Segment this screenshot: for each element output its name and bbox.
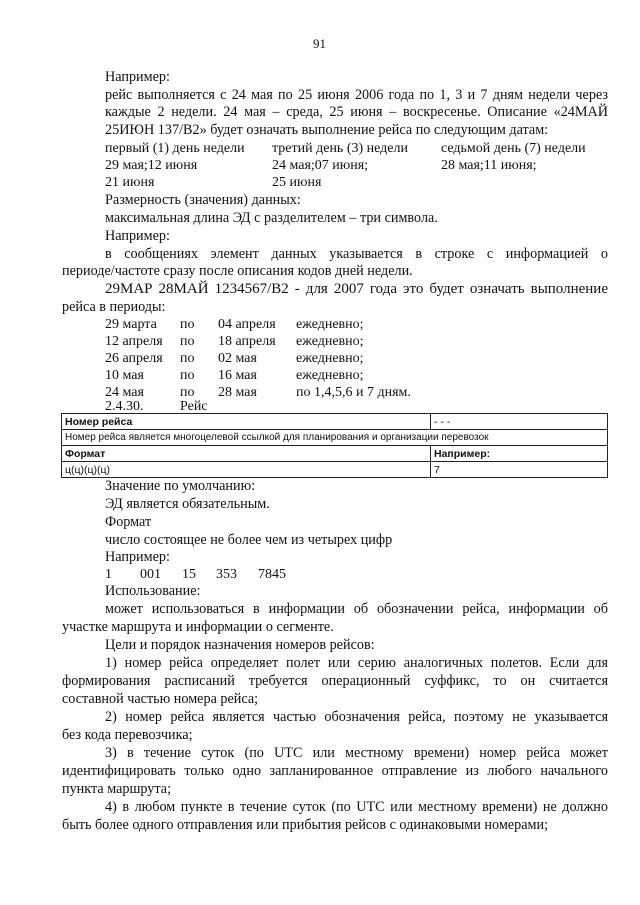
period-from: 24 мая [105,385,144,400]
dimension-label: Размерность (значения) данных: [105,192,301,208]
days-cell: 29 мая;12 июня [105,158,198,173]
period-from: 26 апреля [105,351,163,366]
days-cell: 24 мая;07 июня; [272,158,369,173]
paragraph-line: рейса в периоды: [62,299,166,315]
period-to: 02 мая [218,351,257,366]
period-from: 10 мая [105,368,144,383]
days-header: седьмой день (7) недели [441,141,586,156]
example-number: 353 [216,567,237,582]
default-label: Значение по умолчанию: [105,478,256,494]
days-cell: 28 мая;11 июня; [441,158,537,173]
period-freq: по 1,4,5,6 и 7 дням. [296,385,411,400]
data-element-table [61,413,608,478]
usage-label: Использование: [105,583,201,599]
format-text: число состоящее не более чем из четырех цифр [105,532,393,548]
period-by: по [180,351,195,366]
rule-line: идентифицировать только одно запланированное отправление из любого начального [62,763,608,779]
element-description-cell: Номер рейса является многоцелевой ссылкой для планирования и организации перевозок [62,430,608,446]
section-number: 2.4.30. [105,399,144,414]
rule-line: 4) в любом пункте в течение суток (по UTC или местному времени) не должно [105,799,608,815]
period-to: 16 мая [218,368,257,383]
paragraph-line: может использоваться в информации об обозначении рейса, информации об [105,601,608,617]
days-header: третий день (3) недели [272,141,408,156]
paragraph-line: рейс выполняется с 24 мая по 25 июня 2006 года по 1, 3 и 7 дням недели через [105,87,608,103]
days-cell: 21 июня [105,175,155,190]
period-by: по [180,368,195,383]
period-by: по [180,334,195,349]
rule-line: пункта маршрута; [62,781,172,797]
example-header-cell: Например: [431,446,608,462]
period-from: 29 марта [105,317,157,332]
format-label: Формат [105,514,152,530]
period-freq: ежедневно; [296,351,364,366]
period-by: по [180,317,195,332]
paragraph-line: 25ИЮН 137/В2» будет означать выполнение рейса по следующим датам: [105,122,549,138]
paragraph-line: участке маршрута и информации о сегменте. [62,619,334,635]
example-number: 7845 [258,567,286,582]
page-number: 91 [313,36,326,51]
rule-line: составной частью номера рейса; [62,691,259,707]
example-number: 15 [182,567,196,582]
goals-label: Цели и порядок назначения номеров рейсов: [105,637,375,653]
rule-line: 3) в течение суток (по UTC или местному времени) номер рейса может [105,745,608,761]
period-from: 12 апреля [105,334,163,349]
rule-line: формирования расписаний требуется операционный суффикс, то он считается [62,673,608,689]
example-value-cell: 7 [431,462,608,478]
period-freq: ежедневно; [296,334,364,349]
days-header: первый (1) день недели [105,141,245,156]
period-freq: ежедневно; [296,317,364,332]
period-by: по [180,385,195,400]
element-code-cell: - - - [431,414,608,430]
rule-line: без кода перевозчика; [62,727,193,743]
paragraph-line: периоде/частоте сразу после описания кодов дней недели. [62,263,413,279]
section-title: Рейс [180,399,208,414]
example-label: Например: [105,69,170,85]
dimension-text: максимальная длина ЭД с разделителем – три символа. [105,210,438,226]
period-to: 18 апреля [218,334,276,349]
rule-line: 1) номер рейса определяет полет или серию аналогичных полетов. Если для [105,655,608,671]
period-to: 04 апреля [218,317,276,332]
rule-line: быть более одного отправления или прибытия рейсов с одинаковыми номерами; [62,817,549,833]
default-text: ЭД является обязательным. [105,496,270,512]
paragraph-line: каждые 2 недели. 24 мая – среда, 25 июня – воскресенье. Описание «24МАЙ [105,104,608,120]
example-number: 001 [140,567,161,582]
period-to: 28 мая [218,385,257,400]
days-cell: 25 июня [272,175,322,190]
format-header-cell: Формат [62,446,431,462]
paragraph-line: 29МАР 28МАЙ 1234567/В2 - для 2007 года это будет означать выполнение [105,281,608,297]
period-freq: ежедневно; [296,368,364,383]
example-label: Например: [105,228,170,244]
rule-line: 2) номер рейса является частью обозначения рейса, поэтому не указывается [105,709,608,725]
example-number: 1 [105,567,112,582]
element-name-cell: Номер рейса [62,414,431,430]
example-label: Например: [105,549,170,565]
paragraph-line: в сообщениях элемент данных указывается в строке с информацией о [105,246,608,262]
format-value-cell: ц(ц)(ц)(ц) [62,462,431,478]
